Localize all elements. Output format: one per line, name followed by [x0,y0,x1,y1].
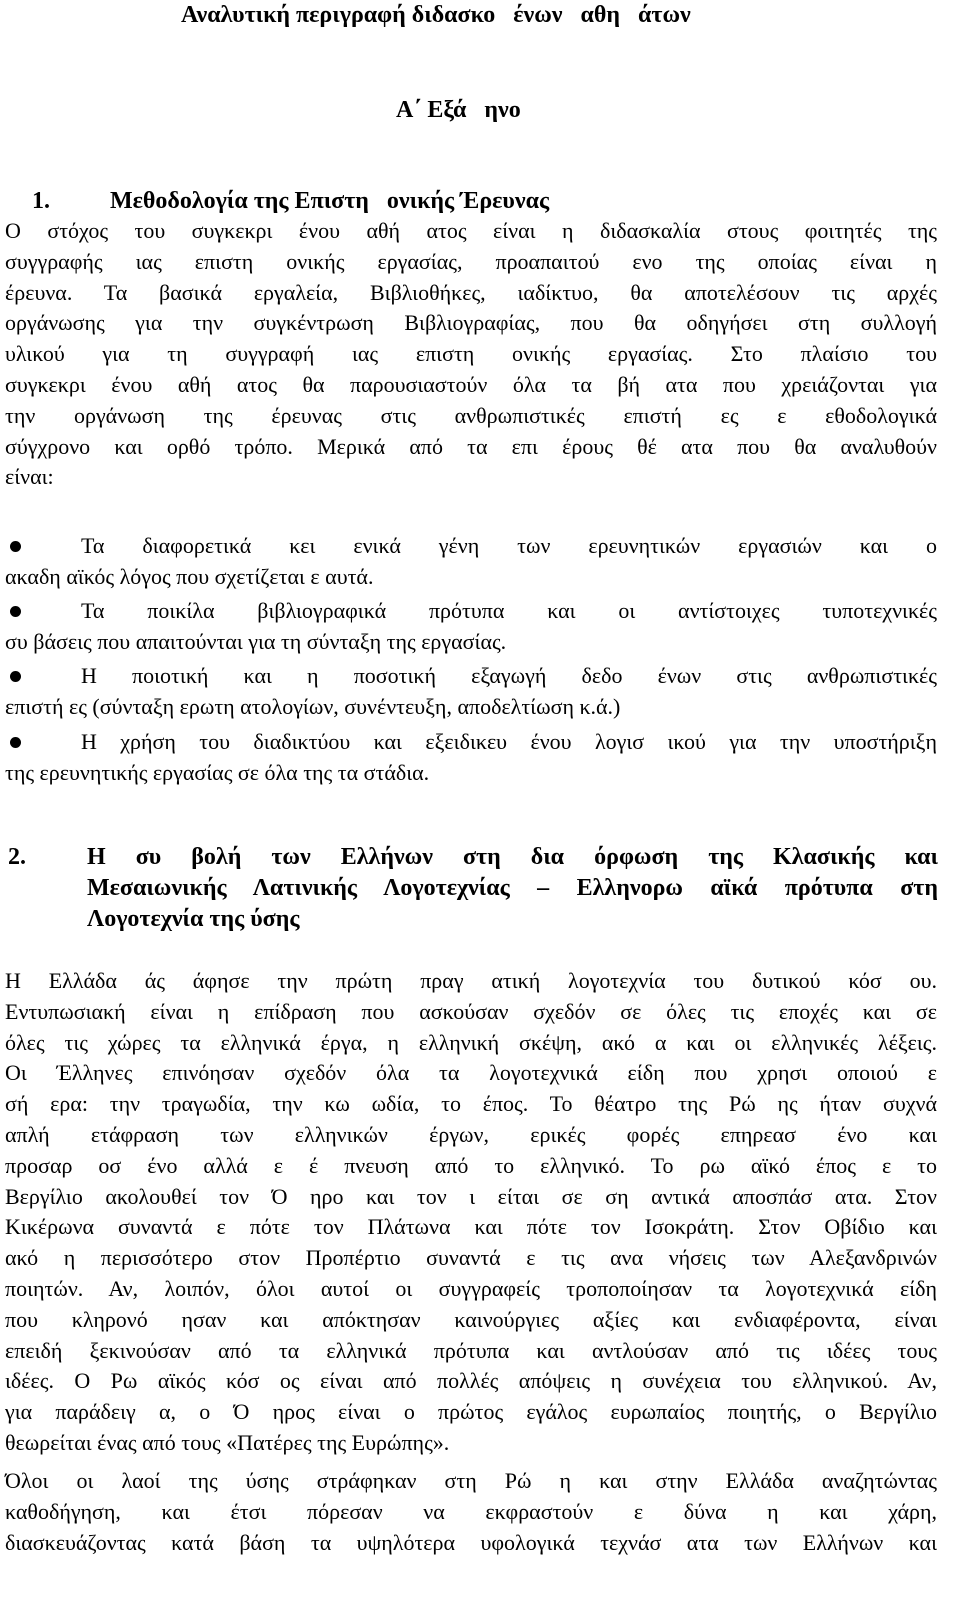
section-2-number: 2. [8,844,26,870]
heading-line: Η συ βολή των Ελλήνων στη δια όρφωση της Κλασικής και [87,844,938,870]
text-line: για παράδειγ α, ο Ό ηρος είναι ο πρώτος εγάλος ευρωπαίος ποιητής, ο Βεργίλιο [5,1399,937,1425]
text-line: έρευνα. Τα βασικά εργαλεία, Βιβλιοθήκες, ιαδίκτυο, θα αποτελέσουν τις αρχές [5,279,937,305]
text-line: Οι Έλληνες επινόησαν σχεδόν όλα τα λογοτεχνικά είδη που χρησι οποιού ε [5,1060,937,1086]
text-line: επειδή ξεκινούσαν από τα ελληνικά πρότυπα και αντλούσαν από τις ιδέες τους [5,1337,937,1363]
text-line: Κικέρωνα συναντά ε πότε τον Πλάτωνα και πότε τον Ισοκράτη. Στον Οβίδιο και [5,1214,937,1240]
text-line: απλή ετάφραση των ελληνικών έργων, ερικές φορές επηρεασ ένο και [5,1121,937,1147]
text-line: όλες τις χώρες τα ελληνικά έργα, η ελληνική σκέψη, ακό α και οι ελληνικές λέξεις. [5,1029,937,1055]
text-line: ποιητών. Αν, λοιπόν, όλοι αυτοί οι συγγραφείς τροποποίησαν τα λογοτεχνικά είδη [5,1275,937,1301]
text-line: καθοδήγηση, και έτσι πόρεσαν να εκφραστούν ε δύνα η και χάρη, [5,1498,937,1524]
section-2-paragraph-2 [5,1466,937,1558]
bullet-dot-icon [10,541,21,552]
section-1-intro-paragraph [5,216,937,493]
text-line: Βεργίλιο ακολουθεί τον Ό ηρο και τον ι είται σε ση αντικά αποσπάσ ατα. Στον [5,1183,937,1209]
section-2-title [87,842,938,935]
text-line: Τα ποικίλα βιβλιογραφικά πρότυπα και οι αντίστοιχες τυποτεχνικές [81,598,937,623]
section-1-number: 1. [32,188,50,214]
text-line: Η ποιοτική και η ποσοτική εξαγωγή δεδο ένων στις ανθρωπιστικές [81,663,937,688]
text-line: Η Ελλάδα άς άφησε την πρώτη πραγ ατική λογοτεχνία του δυτικού κόσ ου. [5,968,937,993]
text-line: συ βάσεις που απαιτούνται για τη σύνταξη της εργασίας. [5,629,507,654]
text-line: επιστή ες (σύνταξη ερωτη ατολογίων, συνέντευξη, αποδελτίωση κ.ά.) [5,694,621,719]
text-line: ακαδη αϊκός λόγος που σχετίζεται ε αυτά. [5,564,374,589]
text-line: ιδέες. Ο Ρω αϊκός κόσ ος είναι από πολλές απόψεις η συνέχεια του ελληνικού. Αν, [5,1368,937,1394]
bullet-item [5,660,937,722]
text-line: υλικού για τη συγγραφή ιας επιστη ονικής εργασίας. Στο πλαίσιο του [5,341,937,367]
bullet-item [5,726,937,788]
text-line: σή ερα: την τραγωδία, την κω ωδία, το έπος. Το θέατρο της Ρώ ης ήταν συχνά [5,1091,937,1117]
text-line: που κληρονό ησαν και απόκτησαν καινούργιες αξίες και ενδιαφέροντα, είναι [5,1306,937,1332]
heading-line: Λογοτεχνία της ύσης [87,906,300,932]
text-line: συγκεκρι ένου αθή ατος θα παρουσιαστούν όλα τα βή ατα που χρειάζονται για [5,371,937,397]
bullet-dot-icon [10,737,21,748]
text-line: Τα διαφορετικά κει ενικά γένη των ερευνητικών εργασιών και ο [81,533,937,558]
heading-line: Μεσαιωνικής Λατινικής Λογοτεχνίας – Ελληνορω αϊκά πρότυπα στη [87,875,938,901]
text-line: είναι: [5,464,54,490]
section-2-paragraph [5,966,937,1459]
text-line: διασκευάζοντας κατά βάση τα υψηλότερα υφολογικά τεχνάσ ατα των Ελλήνων και [5,1529,937,1555]
section-1-title: Μεθοδολογία της Επιστη ονικής Έρευνας [110,188,550,214]
text-line: Όλοι οι λαοί της ύσης στράφηκαν στη Ρώ η και στην Ελλάδα αναζητώντας [5,1468,937,1493]
text-line: Ο στόχος του συγκεκρι ένου αθή ατος είναι η διδασκαλία στους φοιτητές της [5,218,937,243]
text-line: συγγραφής ιας επιστη ονικής εργασίας, προαπαιτού ενο της οποίας είναι η [5,248,937,274]
text-line: Εντυπωσιακή είναι η επίδραση που ασκούσαν σχεδόν σε όλες τις εποχές και σε [5,998,937,1024]
semester-heading: Α΄ Εξά ηνο [396,97,521,123]
bullet-item [5,530,937,592]
section-2-heading [8,842,938,935]
text-line: την οργάνωση της έρευνας στις ανθρωπιστικές επιστή ες ε εθοδολογικά [5,402,937,428]
text-line: της ερευνητικής εργασίας σε όλα της τα στάδια. [5,760,430,785]
text-line: Η χρήση του διαδικτύου και εξειδικευ ένου λογισ ικού για την υποστήριξη [81,729,937,754]
bullet-dot-icon [10,606,21,617]
text-line: ακό η περισσότερο στον Προπέρτιο συναντά ε τις ανα νήσεις των Αλεξανδρινών [5,1245,937,1271]
bullet-dot-icon [10,671,21,682]
text-line: θεωρείται ένας από τους «Πατέρες της Ευρώπης». [5,1429,450,1455]
document-title: Αναλυτική περιγραφή διδασκο ένων αθη άτων [181,2,691,28]
bullet-item [5,595,937,657]
text-line: προσαρ οσ ένο αλλά ε έ πνευση από το ελληνικό. Το ρω αϊκό έπος ε το [5,1152,937,1178]
text-line: σύγχρονο και ορθό τρόπο. Μερικά από τα επι έρους θέ ατα που θα αναλυθούν [5,433,937,459]
text-line: οργάνωσης για την συγκέντρωση Βιβλιογραφίας, που θα οδηγήσει στη συλλογή [5,310,937,336]
